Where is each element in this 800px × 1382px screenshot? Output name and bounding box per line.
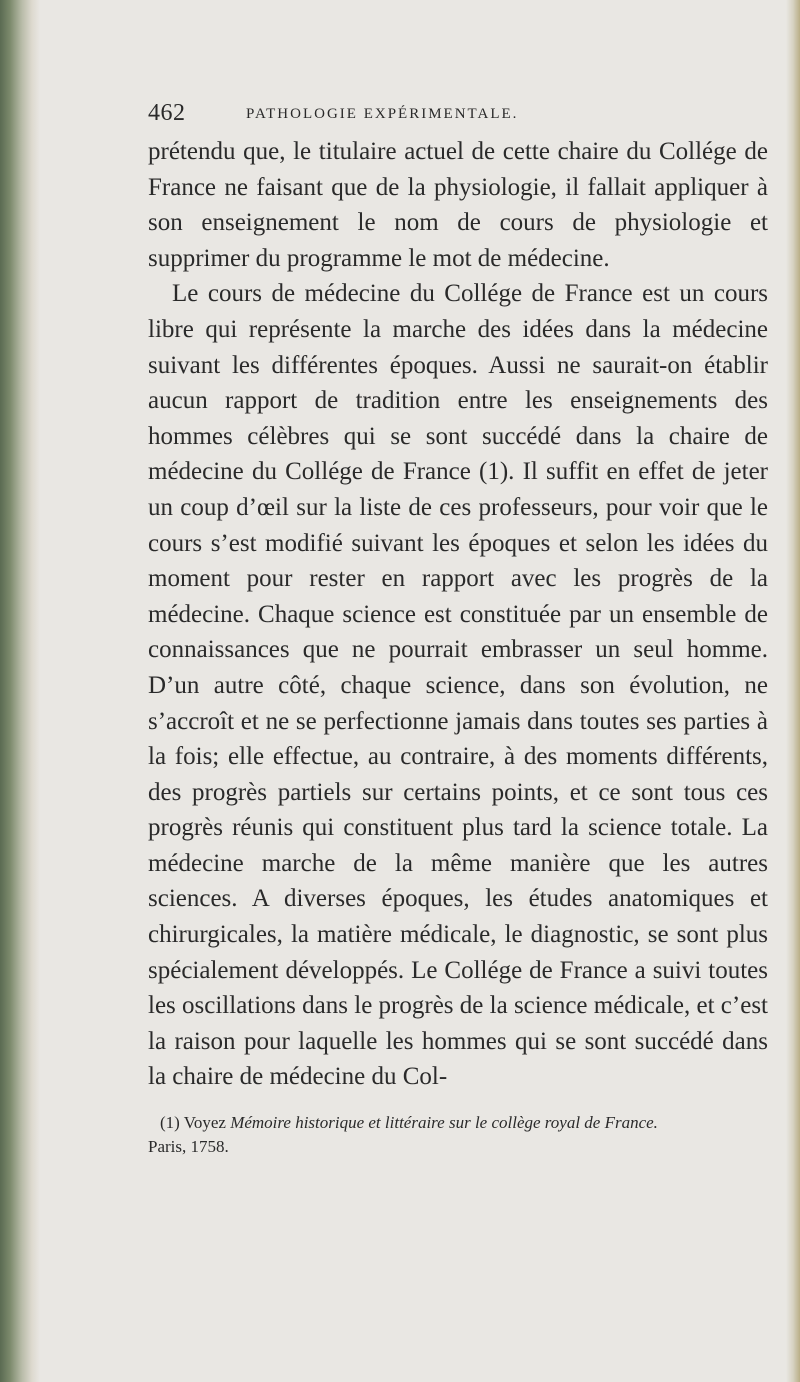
footnote-publication: Paris, 1758. bbox=[148, 1137, 229, 1157]
paragraph-2: Le cours de médecine du Collége de France est un cours libre qui représente la marche des idées dans la médecine suivant les différentes époques. Aussi ne saurait-on établir aucun rapport de tradition entre les enseignements des hommes célèbres qui se sont succédé dans la chaire de médecine du Collége de France (1). Il suffit en effet de jeter un coup d’œil sur la liste de ces professeurs, pour voir que le cours s’est modifié suivant les époques et selon les idées du moment pour rester en rapport avec les progrès de la médecine. Chaque science est constituée par un ensemble de connaissances que ne pourrait embrasser un seul homme. D’un autre côté, chaque science, dans son évolution, ne s’accroît et ne se perfectionne jamais dans toutes ses parties à la fois; elle effectue, au contraire, à des moments différents, des progrès partiels sur certains points, et ce sont tous ces progrès réunis qui constituent plus tard la science totale. La médecine marche de la même manière que les autres sciences. A diverses époques, les études anatomiques et chirurgicales, la matière médicale, le diagnostic, se sont plus spécialement développés. Le Collége de France a suivi toutes les oscillations dans le progrès de la science médicale, et c’est la raison pour laquelle les hommes qui se sont succédé dans la chaire de médecine du Col- bbox=[148, 280, 768, 1091]
running-title: PATHOLOGIE EXPÉRIMENTALE. bbox=[246, 106, 519, 122]
footnote-title: Mémoire historique et littéraire sur le collège royal de France. bbox=[230, 1113, 658, 1133]
book-page bbox=[148, 100, 768, 1159]
footnote bbox=[148, 1111, 768, 1159]
paragraph-1: prétendu que, le titulaire actuel de cette chaire du Collége de France ne faisant que de la physiologie, il fallait appliquer à son enseignement le nom de cours de physiologie et supprimer du programme le mot de médecine. bbox=[148, 138, 768, 272]
body-text bbox=[148, 134, 768, 1095]
page-header bbox=[148, 100, 768, 134]
page-edge-shadow bbox=[786, 0, 800, 1382]
page-number: 462 bbox=[148, 100, 186, 126]
book-spine-shadow bbox=[0, 0, 40, 1382]
footnote-prefix: (1) Voyez bbox=[160, 1113, 231, 1133]
footnote-line bbox=[148, 1111, 768, 1135]
